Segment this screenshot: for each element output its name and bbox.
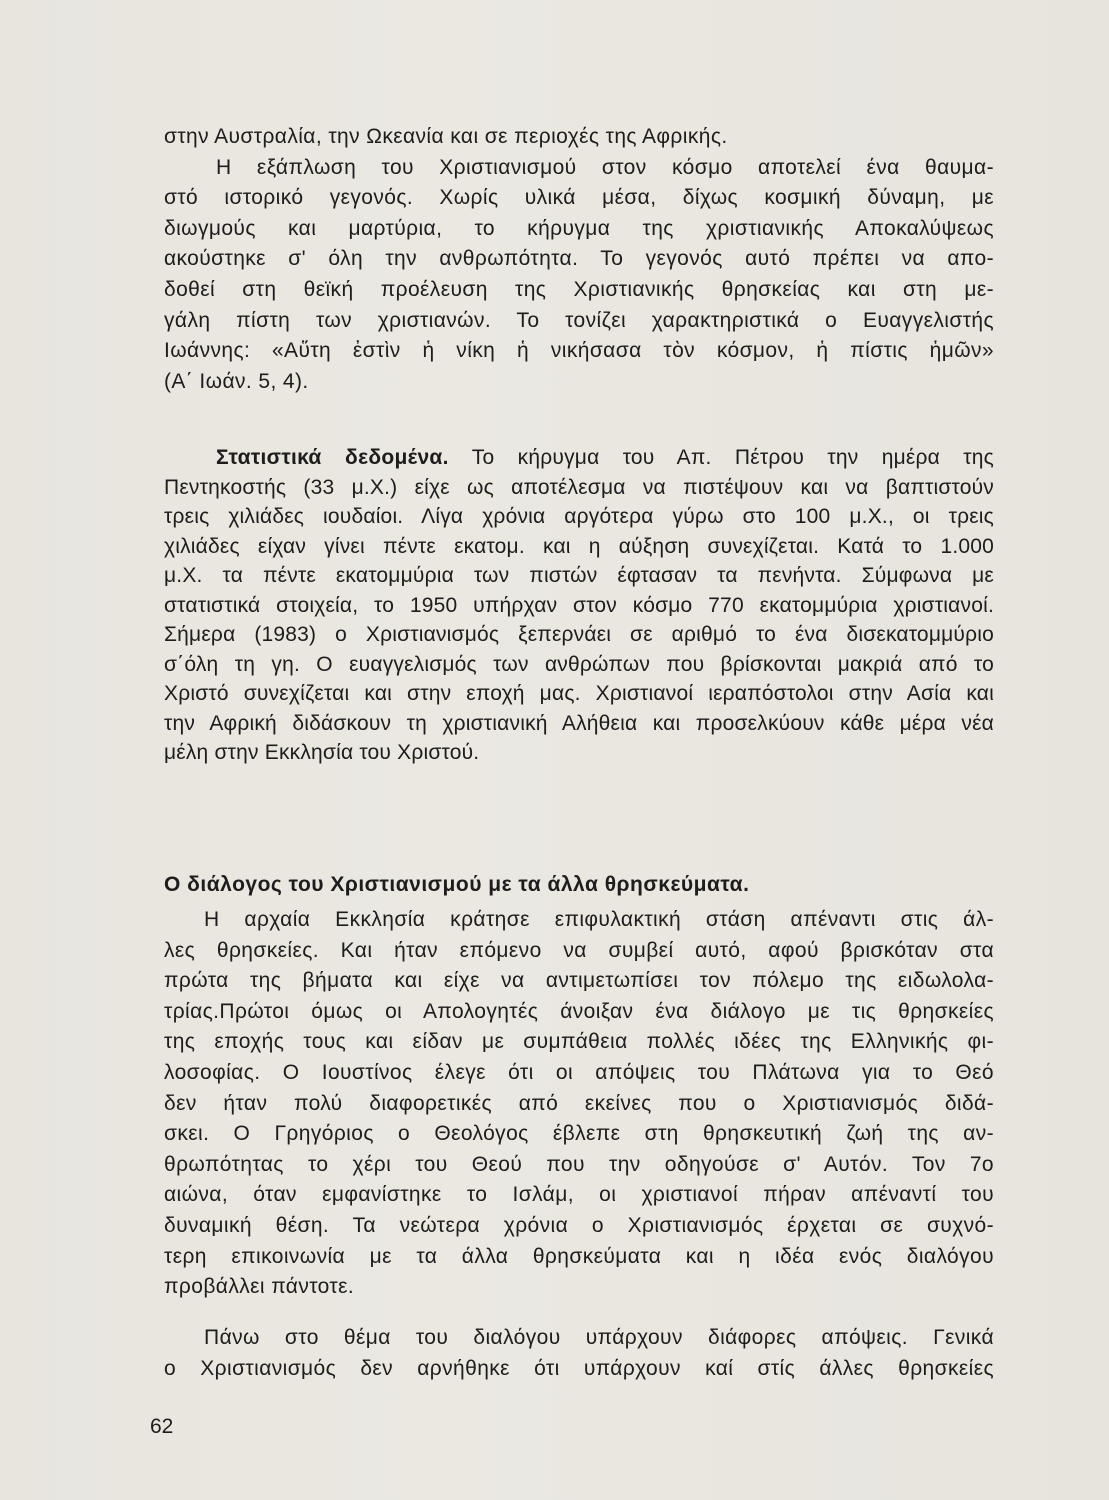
text-line: τρεις χιλιάδες ιουδαίοι. Λίγα χρόνια αργότερα γύρω στο 100 μ.Χ., οι τρεις	[164, 505, 994, 528]
page-number: 62	[150, 1415, 174, 1438]
text-line: διωγμούς και μαρτύρια, το κήρυγμα της χριστιανικής Αποκαλύψεως	[164, 216, 994, 240]
text-line: στό ιστορικό γεγονός. Χωρίς υλικά μέσα, δίχως κοσμική δύναμη, με	[164, 186, 994, 210]
text-line: θρωπότητας το χέρι του Θεού που την οδηγούσε σ' Αυτόν. Τον 7ο	[164, 1152, 994, 1176]
text-line: μέλη στην Εκκλησία του Χριστού.	[164, 741, 480, 764]
paragraph-statistics	[164, 443, 994, 768]
text-line: (Α΄ Ιωάν. 5, 4).	[164, 369, 309, 393]
text-line: γάλη πίστη των χριστιανών. Το τονίζει χαρακτηριστικά ο Ευαγγελιστής	[164, 308, 994, 332]
text-line: Η εξάπλωση του Χριστιανισμού στον κόσμο αποτελεί ένα θαυμα-	[216, 155, 994, 179]
paragraph-dialogue-views	[164, 1323, 994, 1384]
text-line: Η αρχαία Εκκλησία κράτησε επιφυλακτική στάση απέναντι στις άλ-	[204, 908, 994, 931]
text-line: χιλιάδες είχαν γίνει πέντε εκατομ. και η αύξηση συνεχίζεται. Κατά το 1.000	[164, 534, 994, 558]
text-line: στατιστικά στοιχεία, το 1950 υπήρχαν στον κόσμο 770 εκατομμύρια χριστιανοί.	[164, 593, 994, 617]
paragraph-spread-of-christianity	[164, 122, 994, 397]
text-line: της εποχής τους και είδαν με συμπάθεια πολλές ιδέες της Ελληνικής φι-	[164, 1030, 994, 1054]
paragraph-dialogue	[164, 905, 994, 1303]
text-line: ακούστηκε σ' όλη την ανθρωπότητα. Το γεγονός αυτό πρέπει να απο-	[164, 247, 994, 271]
text-line: στην Αυστραλία, την Ωκεανία και σε περιοχές της Αφρικής.	[164, 125, 728, 148]
text-line: Σήμερα (1983) ο Χριστιανισμός ξεπερνάει σε αριθμό το ένα δισεκατομμύριο	[164, 623, 994, 646]
text-line: ο Χριστιανισμός δεν αρνήθηκε ότι υπάρχουν καί στίς άλλες θρησκείες	[164, 1356, 994, 1380]
section-heading: Ο διάλογος του Χριστιανισμού με τα άλλα θρησκεύματα.	[164, 873, 750, 896]
statistics-first-line: Το κήρυγμα του Απ. Πέτρου την ημέρα της	[471, 446, 994, 469]
text-line: αιώνα, όταν εμφανίστηκε το Ισλάμ, οι χριστιανοί πήραν απέναντί του	[164, 1183, 994, 1207]
text-line: δυναμική θέση. Τα νεώτερα χρόνια ο Χριστιανισμός έρχεται σε συχνό-	[164, 1213, 994, 1237]
text-line: τερη επικοινωνία με τα άλλα θρησκεύματα και η ιδέα ενός διαλόγου	[164, 1244, 994, 1268]
text-line: προβάλλει πάντοτε.	[164, 1275, 355, 1299]
text-line: Ιωάννης: «Αὕτη ἐστὶν ἡ νίκη ἡ νικήσασα τὸν κόσμον, ἡ πίστις ἡμῶν»	[164, 339, 994, 363]
text-line: δεν ήταν πολύ διαφορετικές από εκείνες που ο Χριστιανισμός διδά-	[164, 1091, 994, 1115]
text-line: σκει. Ο Γρηγόριος ο Θεολόγος έβλεπε στη θρησκευτική ζωή της αν-	[164, 1122, 994, 1146]
text-line: μ.Χ. τα πέντε εκατομμύρια των πιστών έφτασαν τα πενήντα. Σύμφωνα με	[164, 564, 994, 587]
text-line: σ΄όλη τη γη. Ο ευαγγελισμός των ανθρώπων που βρίσκονται μακριά από το	[164, 652, 994, 676]
text-line: δοθεί στη θεϊκή προέλευση της Χριστιανικής θρησκείας και στη με-	[164, 277, 994, 301]
text-line: Χριστό συνεχίζεται και στην εποχή μας. Χριστιανοί ιεραπόστολοι στην Ασία και	[164, 682, 994, 705]
text-line: Πάνω στο θέμα του διαλόγου υπάρχουν διάφορες απόψεις. Γενικά	[204, 1326, 994, 1349]
text-line: λες θρησκείες. Και ήταν επόμενο να συμβεί αυτό, αφού βρισκόταν στα	[164, 938, 994, 962]
text-line: την Αφρική διδάσκουν τη χριστιανική Αλήθεια και προσελκύουν κάθε μέρα νέα	[164, 711, 994, 735]
statistics-lead: Στατιστικά δεδομένα.	[216, 446, 449, 469]
text-line: τρίας.Πρώτοι όμως οι Απολογητές άνοιξαν ένα διάλογο με τις θρησκείες	[164, 999, 994, 1023]
text-line: πρώτα της βήματα και είχε να αντιμετωπίσει τον πόλεμο της ειδωλολα-	[164, 969, 994, 993]
text-line: Πεντηκοστής (33 μ.Χ.) είχε ως αποτέλεσμα να πιστέψουν και να βαπτιστούν	[164, 475, 994, 499]
text-line-first	[164, 443, 994, 473]
text-line: λοσοφίας. Ο Ιουστίνος έλεγε ότι οι απόψεις του Πλάτωνα για το Θεό	[164, 1060, 994, 1084]
